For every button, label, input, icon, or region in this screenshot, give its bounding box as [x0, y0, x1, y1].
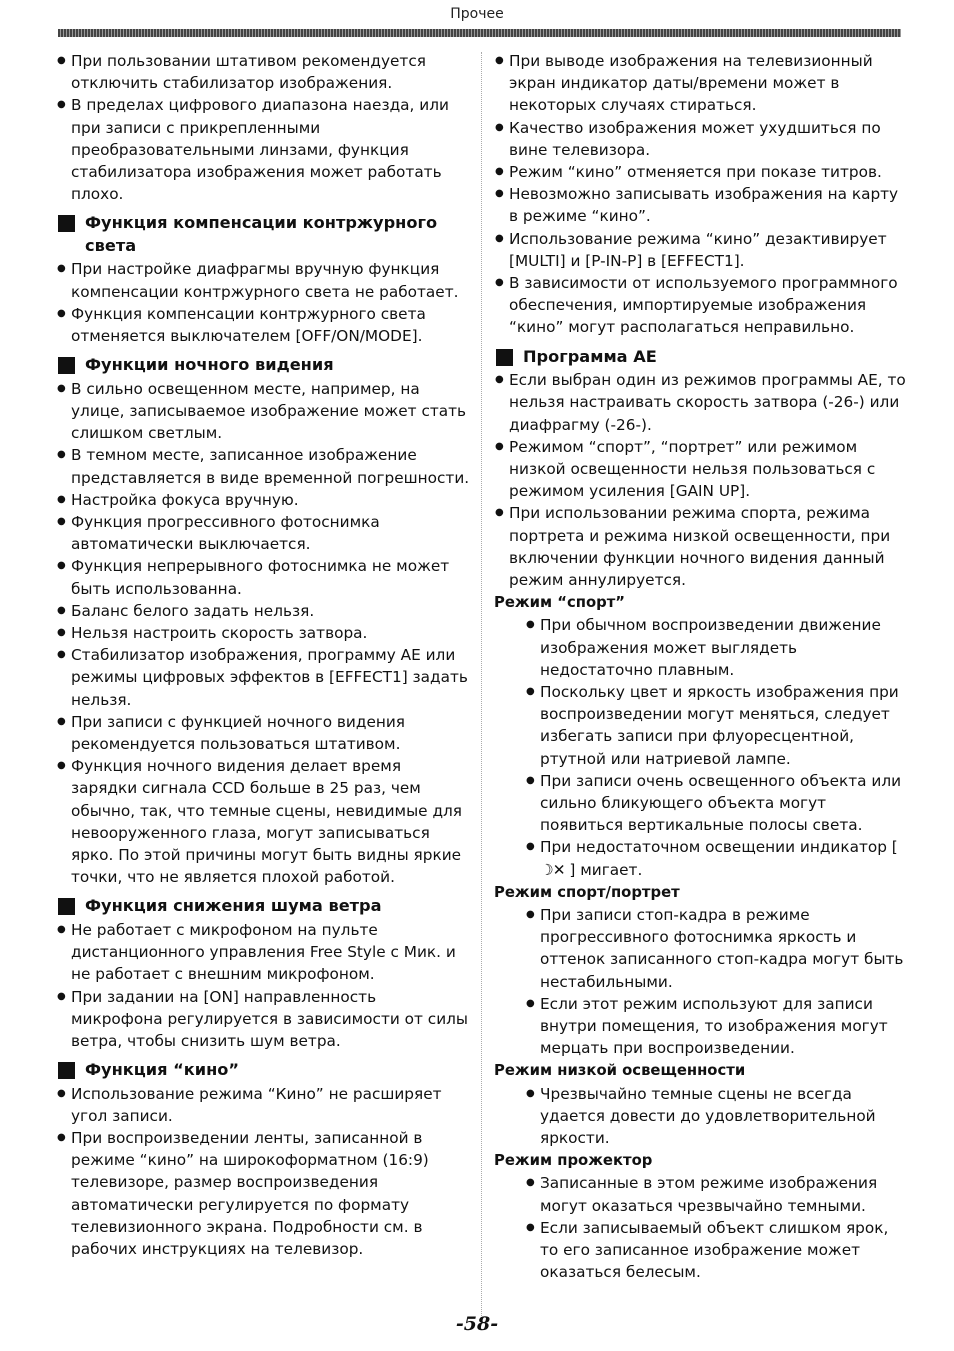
- list-item: ● При выводе изображения на телевизионный экран индикатор даты/времени может в некоторых случаях стираться.: [494, 50, 908, 117]
- list-item: ● Стабилизатор изображения, программу AE или режимы цифровых эффектов в [EFFECT1] задать нельзя.: [56, 644, 470, 711]
- list-item: ● Качество изображения может ухудшиться по вине телевизора.: [494, 117, 908, 161]
- list-item: ● В зависимости от используемого программного обеспечения, импортируемые изображения “кино” могут располагаться неправильно.: [494, 272, 908, 339]
- list-item: ● В сильно освещенном месте, например, на улице, записываемое изображение может стать слишком светлым.: [56, 378, 470, 445]
- section-title-wind-noise: Функция снижения шума ветра: [56, 895, 470, 918]
- list-item: ● При настройке диафрагмы вручную функция компенсации контржурного света не работает.: [56, 258, 470, 302]
- list-item: ● При записи очень освещенного объекта или сильно бликующего объекта могут появиться вертикальные полосы света.: [494, 770, 908, 837]
- list-item: ● Если записываемый объект слишком ярок, то его записанное изображение может оказаться белесым.: [494, 1217, 908, 1284]
- list-item: ● Если этот режим используют для записи внутри помещения, то изображения могут мерцать при воспроизведении.: [494, 993, 908, 1060]
- list-item: ● При задании на [ON] направленность микрофона регулируется в зависимости от силы ветра, чтобы снизить шум ветра.: [56, 986, 470, 1053]
- list-item: ● Чрезвычайно темные сцены не всегда удается довести до удовлетворительной яркости.: [494, 1083, 908, 1150]
- section-title-night-view: Функции ночного видения: [56, 354, 470, 377]
- column-divider: [481, 52, 482, 1322]
- header-rule: [58, 29, 901, 37]
- list-item: ● Если выбран один из режимов программы AE, то нельзя настраивать скорость затвора (-26-) или диафрагму (-26-).: [494, 369, 908, 436]
- list-item: ● В темном месте, записанное изображение представляется в виде временной погрешности.: [56, 444, 470, 488]
- section-marker-icon: [496, 349, 513, 366]
- section-marker-icon: [58, 357, 75, 374]
- list-item: ● При записи стоп-кадра в режиме прогрессивного фотоснимка яркость и оттенок записанного стоп-кадра могут быть нестабильными.: [494, 904, 908, 993]
- left-column: [56, 50, 470, 1260]
- list-item: ● Нельзя настроить скорость затвора.: [56, 622, 470, 644]
- list-item: ● Записанные в этом режиме изображения могут оказаться чрезвычайно темными.: [494, 1172, 908, 1216]
- list-item: ● Функция прогрессивного фотоснимка автоматически выключается.: [56, 511, 470, 555]
- section-title-cinema: Функция “кино”: [56, 1059, 470, 1082]
- list-item: ● Использование режима “Кино” не расширяет угол записи.: [56, 1083, 470, 1127]
- list-item: ● При обычном воспроизведении движение изображения может выглядеть недостаточно плавным.: [494, 614, 908, 681]
- section-marker-icon: [58, 1062, 75, 1079]
- subsection-title-spotlight: Режим прожектор: [494, 1152, 653, 1170]
- list-item: ● Режимом “спорт”, “портрет” или режимом низкой освещенности нельзя пользоваться с режимом усиления [GAIN UP].: [494, 436, 908, 503]
- subsection-title-sport: Режим “спорт”: [494, 594, 625, 612]
- list-item: ● В пределах цифрового диапазона наезда, или при записи с прикрепленными преобразовательными линзами, функция стабилизатора изображения может работать плохо.: [56, 94, 470, 205]
- list-item: ● Режим “кино” отменяется при показе титров.: [494, 161, 908, 183]
- list-item: ● Настройка фокуса вручную.: [56, 489, 470, 511]
- list-item: ● Баланс белого задать нельзя.: [56, 600, 470, 622]
- list-item: ● Функция компенсации контржурного света отменяется выключателем [OFF/ON/MODE].: [56, 303, 470, 347]
- list-item: ● Не работает с микрофоном на пульте дистанционного управления Free Style с Мик. и не работает с внешним микрофоном.: [56, 919, 470, 986]
- page-header: Прочее: [450, 6, 504, 22]
- section-title-backlight: Функция компенсации контржурного света: [56, 212, 470, 257]
- list-item: ● При пользовании штативом рекомендуется отключить стабилизатор изображения.: [56, 50, 470, 94]
- list-item: ● Невозможно записывать изображения на карту в режиме “кино”.: [494, 183, 908, 227]
- list-item: ● При недостаточном освещении индикатор [ ☽✕ ] мигает.: [494, 836, 908, 880]
- list-item: ● Функция непрерывного фотоснимка не может быть использованна.: [56, 555, 470, 599]
- list-item: ● Использование режима “кино” дезактивирует [MULTI] и [P-IN-P] в [EFFECT1].: [494, 228, 908, 272]
- subsection-title-portrait: Режим спорт/портрет: [494, 883, 680, 901]
- list-item: ● Функция ночного видения делает время зарядки сигнала CCD больше в 25 раз, чем обычно, так, что темные сцены, невидимые для невооруженного глаза, могут записываться ярко. По этой причины могут быть видны яркие точки, что не является плохой работой.: [56, 755, 470, 888]
- section-marker-icon: [58, 215, 75, 232]
- section-marker-icon: [58, 898, 75, 915]
- section-title-program-ae: Программа AE: [494, 346, 908, 369]
- list-item: ● При использовании режима спорта, режима портрета и режима низкой освещенности, при включении функции ночного видения данный режим аннулируется.: [494, 502, 908, 591]
- list-item: ● Поскольку цвет и яркость изображения при воспроизведении могут меняться, следует избегать записи при флуоресцентной, ртутной или натриевой лампе.: [494, 681, 908, 770]
- page-number: -58-: [455, 1313, 499, 1335]
- low-light-warning-icon: ☽✕: [540, 860, 565, 879]
- subsection-title-low-light: Режим низкой освещенности: [494, 1062, 746, 1080]
- list-item: ● При воспроизведении ленты, записанной в режиме “кино” на широкоформатном (16:9) телевизоре, размер воспроизведения автоматически регулируется по формату телевизионного экрана. Подробности см. в рабочих инструкциях на телевизор.: [56, 1127, 470, 1260]
- right-column: [494, 50, 908, 1283]
- list-item: ● При записи с функцией ночного видения рекомендуется пользоваться штативом.: [56, 711, 470, 755]
